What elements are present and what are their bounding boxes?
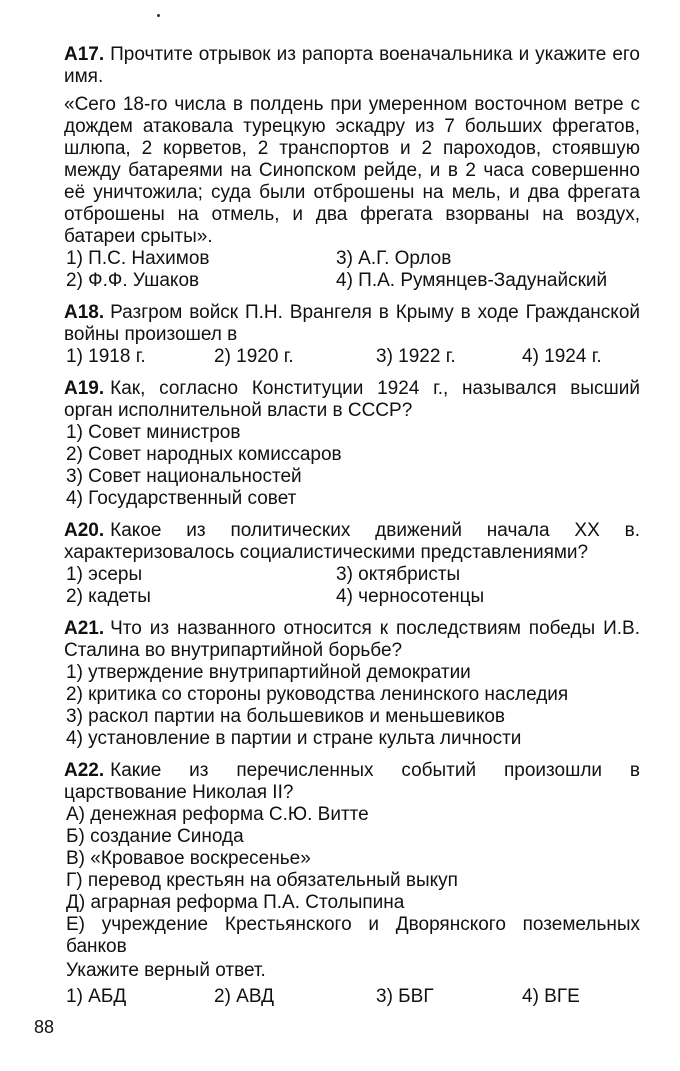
answer-option: 1) Совет министров: [66, 422, 241, 443]
answer-options: [64, 346, 640, 368]
answer-option: 4) П.А. Румянцев-Задунайский: [336, 270, 608, 291]
answer-option: 3) БВГ: [376, 986, 434, 1007]
answer-option: 3) октябристы: [336, 564, 461, 585]
answer-option: 2) Ф.Ф. Ушаков: [66, 270, 200, 291]
answer-option: 4) черносотенцы: [336, 586, 485, 607]
answer-option: 1) утверждение внутрипартийной демократии: [66, 662, 471, 683]
answer-option: 2) критика со стороны руководства ленинского наследия: [66, 684, 569, 705]
page-number: 88: [34, 1017, 55, 1037]
answer-option: 3) А.Г. Орлов: [336, 248, 452, 269]
event-item: Б) создание Синода: [66, 826, 244, 847]
answer-options: [64, 422, 640, 510]
question-number: А22.: [64, 760, 105, 781]
answer-option: 4) установление в партии и стране культа личности: [66, 728, 522, 749]
event-item: Г) перевод крестьян на обязательный выкуп: [66, 870, 458, 891]
answer-option: 3) 1922 г.: [376, 346, 456, 367]
question-text: Как, согласно Конституции 1924 г., назывался высший орган исполнительной власти в СССР?: [64, 378, 640, 421]
quote-passage: «Сего 18-го числа в полдень при умеренном восточном ветре с дождем атаковала турецкую эскадру из 7 больших фрегатов, шлюпа, 2 корветов, 2 транспортов и 2 пароходов, стоявшую между батареями на Синопском рейде, и в 2 часа совершенно её уничтожила; суда были отброшены на мель, и два фрегата отброшены на отмель, и два фрегата взорваны на воздух, батареи срыты».: [64, 94, 640, 247]
question-text: Прочтите отрывок из рапорта военачальника и укажите его имя.: [64, 44, 640, 87]
answer-option: 2) 1920 г.: [214, 346, 294, 367]
question-text: Какое из политических движений начала XX в. характеризовалось социалистическими представлениями?: [64, 520, 640, 563]
question-number: А21.: [64, 618, 105, 639]
answer-option: 3) Совет национальностей: [66, 466, 302, 487]
question-a19: [64, 378, 640, 510]
event-list: [64, 804, 640, 958]
question-text: Какие из перечисленных событий произошли в царствование Николая II?: [64, 760, 640, 803]
question-number: А17.: [64, 44, 105, 65]
answer-option: 4) Государственный совет: [66, 488, 297, 509]
question-number: А20.: [64, 520, 105, 541]
answer-options: [64, 986, 640, 1008]
question-a20: [64, 520, 640, 608]
answer-option: 4) ВГЕ: [522, 986, 580, 1007]
question-number: А18.: [64, 302, 105, 323]
answer-option: 4) 1924 г.: [522, 346, 602, 367]
event-item: В) «Кровавое воскресенье»: [66, 848, 311, 869]
answer-option: 3) раскол партии на большевиков и меньшевиков: [66, 706, 506, 727]
answer-option: 1) 1918 г.: [66, 346, 146, 367]
answer-option: 1) АБД: [66, 986, 127, 1007]
answer-option: 2) АВД: [214, 986, 274, 1007]
speck-mark: [157, 14, 160, 17]
answer-options: [64, 248, 640, 292]
question-a18: [64, 302, 640, 368]
question-a21: [64, 618, 640, 750]
answer-option: 2) Совет народных комиссаров: [66, 444, 342, 465]
question-a17: [64, 44, 640, 292]
question-text: Что из названного относится к последствиям победы И.В. Сталина во внутрипартийной борьбе?: [64, 618, 640, 661]
event-item: Д) аграрная реформа П.А. Столыпина: [66, 892, 405, 913]
answer-option: 1) эсеры: [66, 564, 143, 585]
answer-option: 1) П.С. Нахимов: [66, 248, 210, 269]
question-number: А19.: [64, 378, 105, 399]
test-page: [64, 44, 640, 1018]
question-a22: [64, 760, 640, 1008]
event-item: Е) учреждение Крестьянского и Дворянского поземельных банков: [66, 914, 640, 957]
answer-prompt: Укажите верный ответ.: [66, 960, 266, 981]
event-item: А) денежная реформа С.Ю. Витте: [66, 804, 369, 825]
answer-options: [64, 662, 640, 750]
answer-options: [64, 564, 640, 608]
answer-option: 2) кадеты: [66, 586, 151, 607]
question-text: Разгром войск П.Н. Врангеля в Крыму в ходе Гражданской войны произошел в: [64, 302, 640, 345]
